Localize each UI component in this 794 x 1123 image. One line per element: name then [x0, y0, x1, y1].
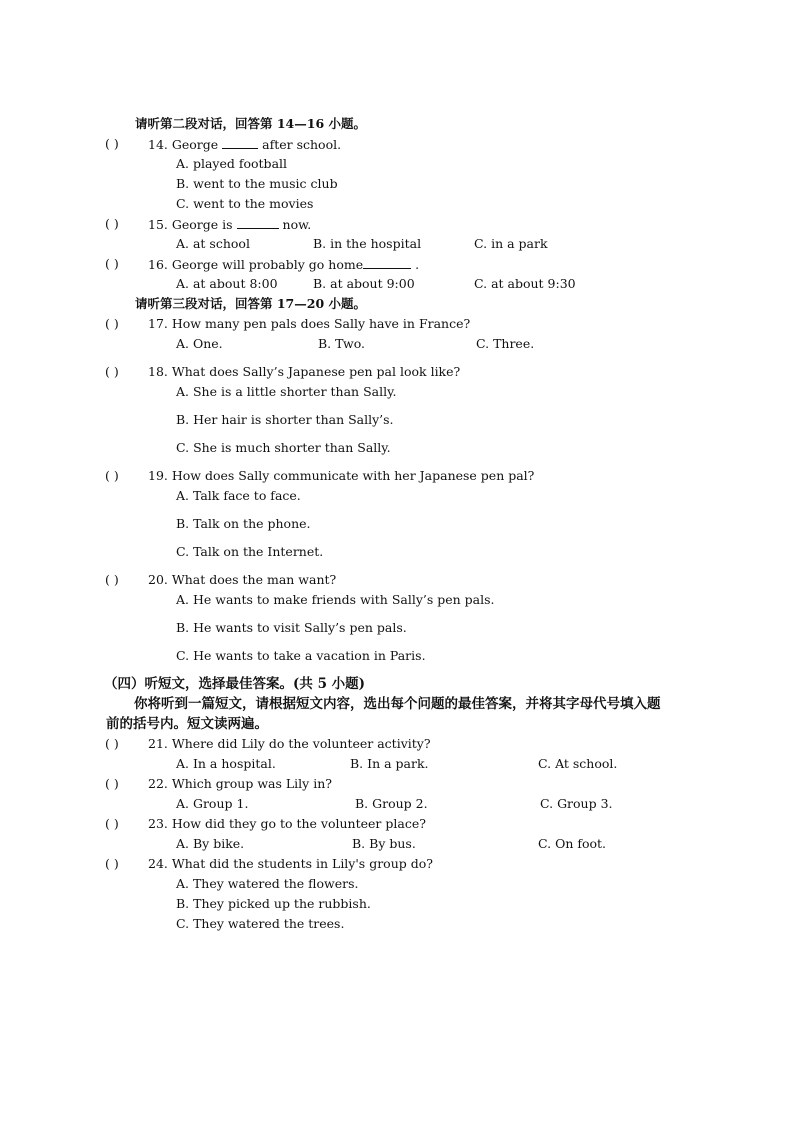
option-b: B. They picked up the rubbish. [176, 896, 371, 911]
question-number: 16. [148, 257, 168, 272]
option-c: C. On foot. [538, 836, 607, 851]
question-stem: . [415, 257, 420, 272]
question-stem: How does Sally communicate with her Japanese pen pal? [171, 468, 535, 483]
option-b: B. By bus. [352, 836, 416, 851]
option-c: C. They watered the trees. [176, 916, 345, 931]
option-c: C. She is much shorter than Sally. [176, 440, 391, 455]
question-15 [148, 216, 311, 233]
answer-bracket[interactable]: ( ) [105, 316, 119, 331]
question-number: 18. [148, 364, 168, 379]
section-4-intro: 你将听到一篇短文，请根据短文内容，选出每个问题的最佳答案，并将其字母代号填入题 [134, 696, 661, 712]
question-stem: What does the man want? [171, 572, 337, 587]
question-14 [148, 136, 341, 153]
option-c: C. He wants to take a vacation in Paris. [176, 648, 426, 663]
answer-bracket[interactable]: ( ) [105, 572, 119, 587]
question-stem: George will probably go home [171, 257, 364, 272]
option-b: B. In a park. [350, 756, 429, 771]
option-a: A. Group 1. [176, 796, 249, 811]
answer-bracket[interactable]: ( ) [105, 816, 119, 831]
option-c: C. Talk on the Internet. [176, 544, 324, 559]
question-17 [148, 316, 470, 332]
question-stem: George [171, 137, 219, 152]
question-number: 20. [148, 572, 168, 587]
option-a: A. at about 8:00 [176, 276, 278, 291]
question-18 [148, 364, 460, 380]
option-c: C. at about 9:30 [474, 276, 576, 291]
question-23 [148, 816, 426, 832]
option-b: B. in the hospital [313, 236, 422, 251]
question-stem: George is [171, 217, 233, 232]
option-c: C. in a park [474, 236, 548, 251]
question-number: 14. [148, 137, 168, 152]
option-c: C. Group 3. [540, 796, 613, 811]
question-number: 17. [148, 316, 168, 331]
answer-blank [237, 216, 279, 229]
question-stem: after school. [262, 137, 342, 152]
option-b: B. went to the music club [176, 176, 338, 191]
answer-bracket[interactable]: ( ) [105, 736, 119, 751]
question-16 [148, 256, 419, 273]
question-20 [148, 572, 336, 588]
answer-bracket[interactable]: ( ) [105, 776, 119, 791]
answer-bracket[interactable]: ( ) [105, 856, 119, 871]
question-24 [148, 856, 433, 872]
question-stem: Where did Lily do the volunteer activity? [171, 736, 431, 751]
option-a: A. By bike. [176, 836, 245, 851]
option-a: A. played football [176, 156, 288, 171]
dialogue-2-instruction: 请听第二段对话，回答第 14—16 小题。 [135, 116, 366, 131]
question-number: 22. [148, 776, 168, 791]
question-stem: Which group was Lily in? [171, 776, 332, 791]
question-21 [148, 736, 431, 752]
question-stem: How did they go to the volunteer place? [171, 816, 426, 831]
answer-bracket[interactable]: ( ) [105, 468, 119, 483]
option-a: A. In a hospital. [176, 756, 276, 771]
answer-bracket[interactable]: ( ) [105, 364, 119, 379]
question-number: 24. [148, 856, 168, 871]
option-a: A. Talk face to face. [176, 488, 301, 503]
option-a: A. One. [176, 336, 223, 351]
question-number: 15. [148, 217, 168, 232]
option-b: B. at about 9:00 [313, 276, 415, 291]
question-22 [148, 776, 332, 792]
section-4-title: （四）听短文，选择最佳答案。(共 5 小题) [104, 676, 366, 692]
question-stem: What does Sally’s Japanese pen pal look like? [171, 364, 461, 379]
answer-blank [222, 136, 258, 149]
dialogue-3-instruction: 请听第三段对话，回答第 17—20 小题。 [135, 296, 366, 311]
question-stem: What did the students in Lily's group do? [171, 856, 433, 871]
option-a: A. He wants to make friends with Sally’s pen pals. [176, 592, 495, 607]
option-c: C. went to the movies [176, 196, 314, 211]
option-c: C. Three. [476, 336, 535, 351]
answer-bracket[interactable]: ( ) [105, 256, 119, 271]
question-stem: How many pen pals does Sally have in France? [171, 316, 471, 331]
option-a: A. She is a little shorter than Sally. [176, 384, 397, 399]
answer-bracket[interactable]: ( ) [105, 216, 119, 231]
option-b: B. He wants to visit Sally’s pen pals. [176, 620, 407, 635]
option-b: B. Talk on the phone. [176, 516, 311, 531]
answer-blank [363, 256, 411, 269]
option-b: B. Her hair is shorter than Sally’s. [176, 412, 394, 427]
question-number: 23. [148, 816, 168, 831]
option-b: B. Group 2. [355, 796, 428, 811]
question-number: 19. [148, 468, 168, 483]
option-b: B. Two. [318, 336, 366, 351]
question-number: 21. [148, 736, 168, 751]
answer-bracket[interactable]: ( ) [105, 136, 119, 151]
question-19 [148, 468, 534, 484]
option-a: A. at school [176, 236, 250, 251]
option-c: C. At school. [538, 756, 618, 771]
option-a: A. They watered the flowers. [176, 876, 359, 891]
section-4-intro-continued: 前的括号内。短文读两遍。 [106, 716, 268, 732]
question-stem: now. [282, 217, 312, 232]
